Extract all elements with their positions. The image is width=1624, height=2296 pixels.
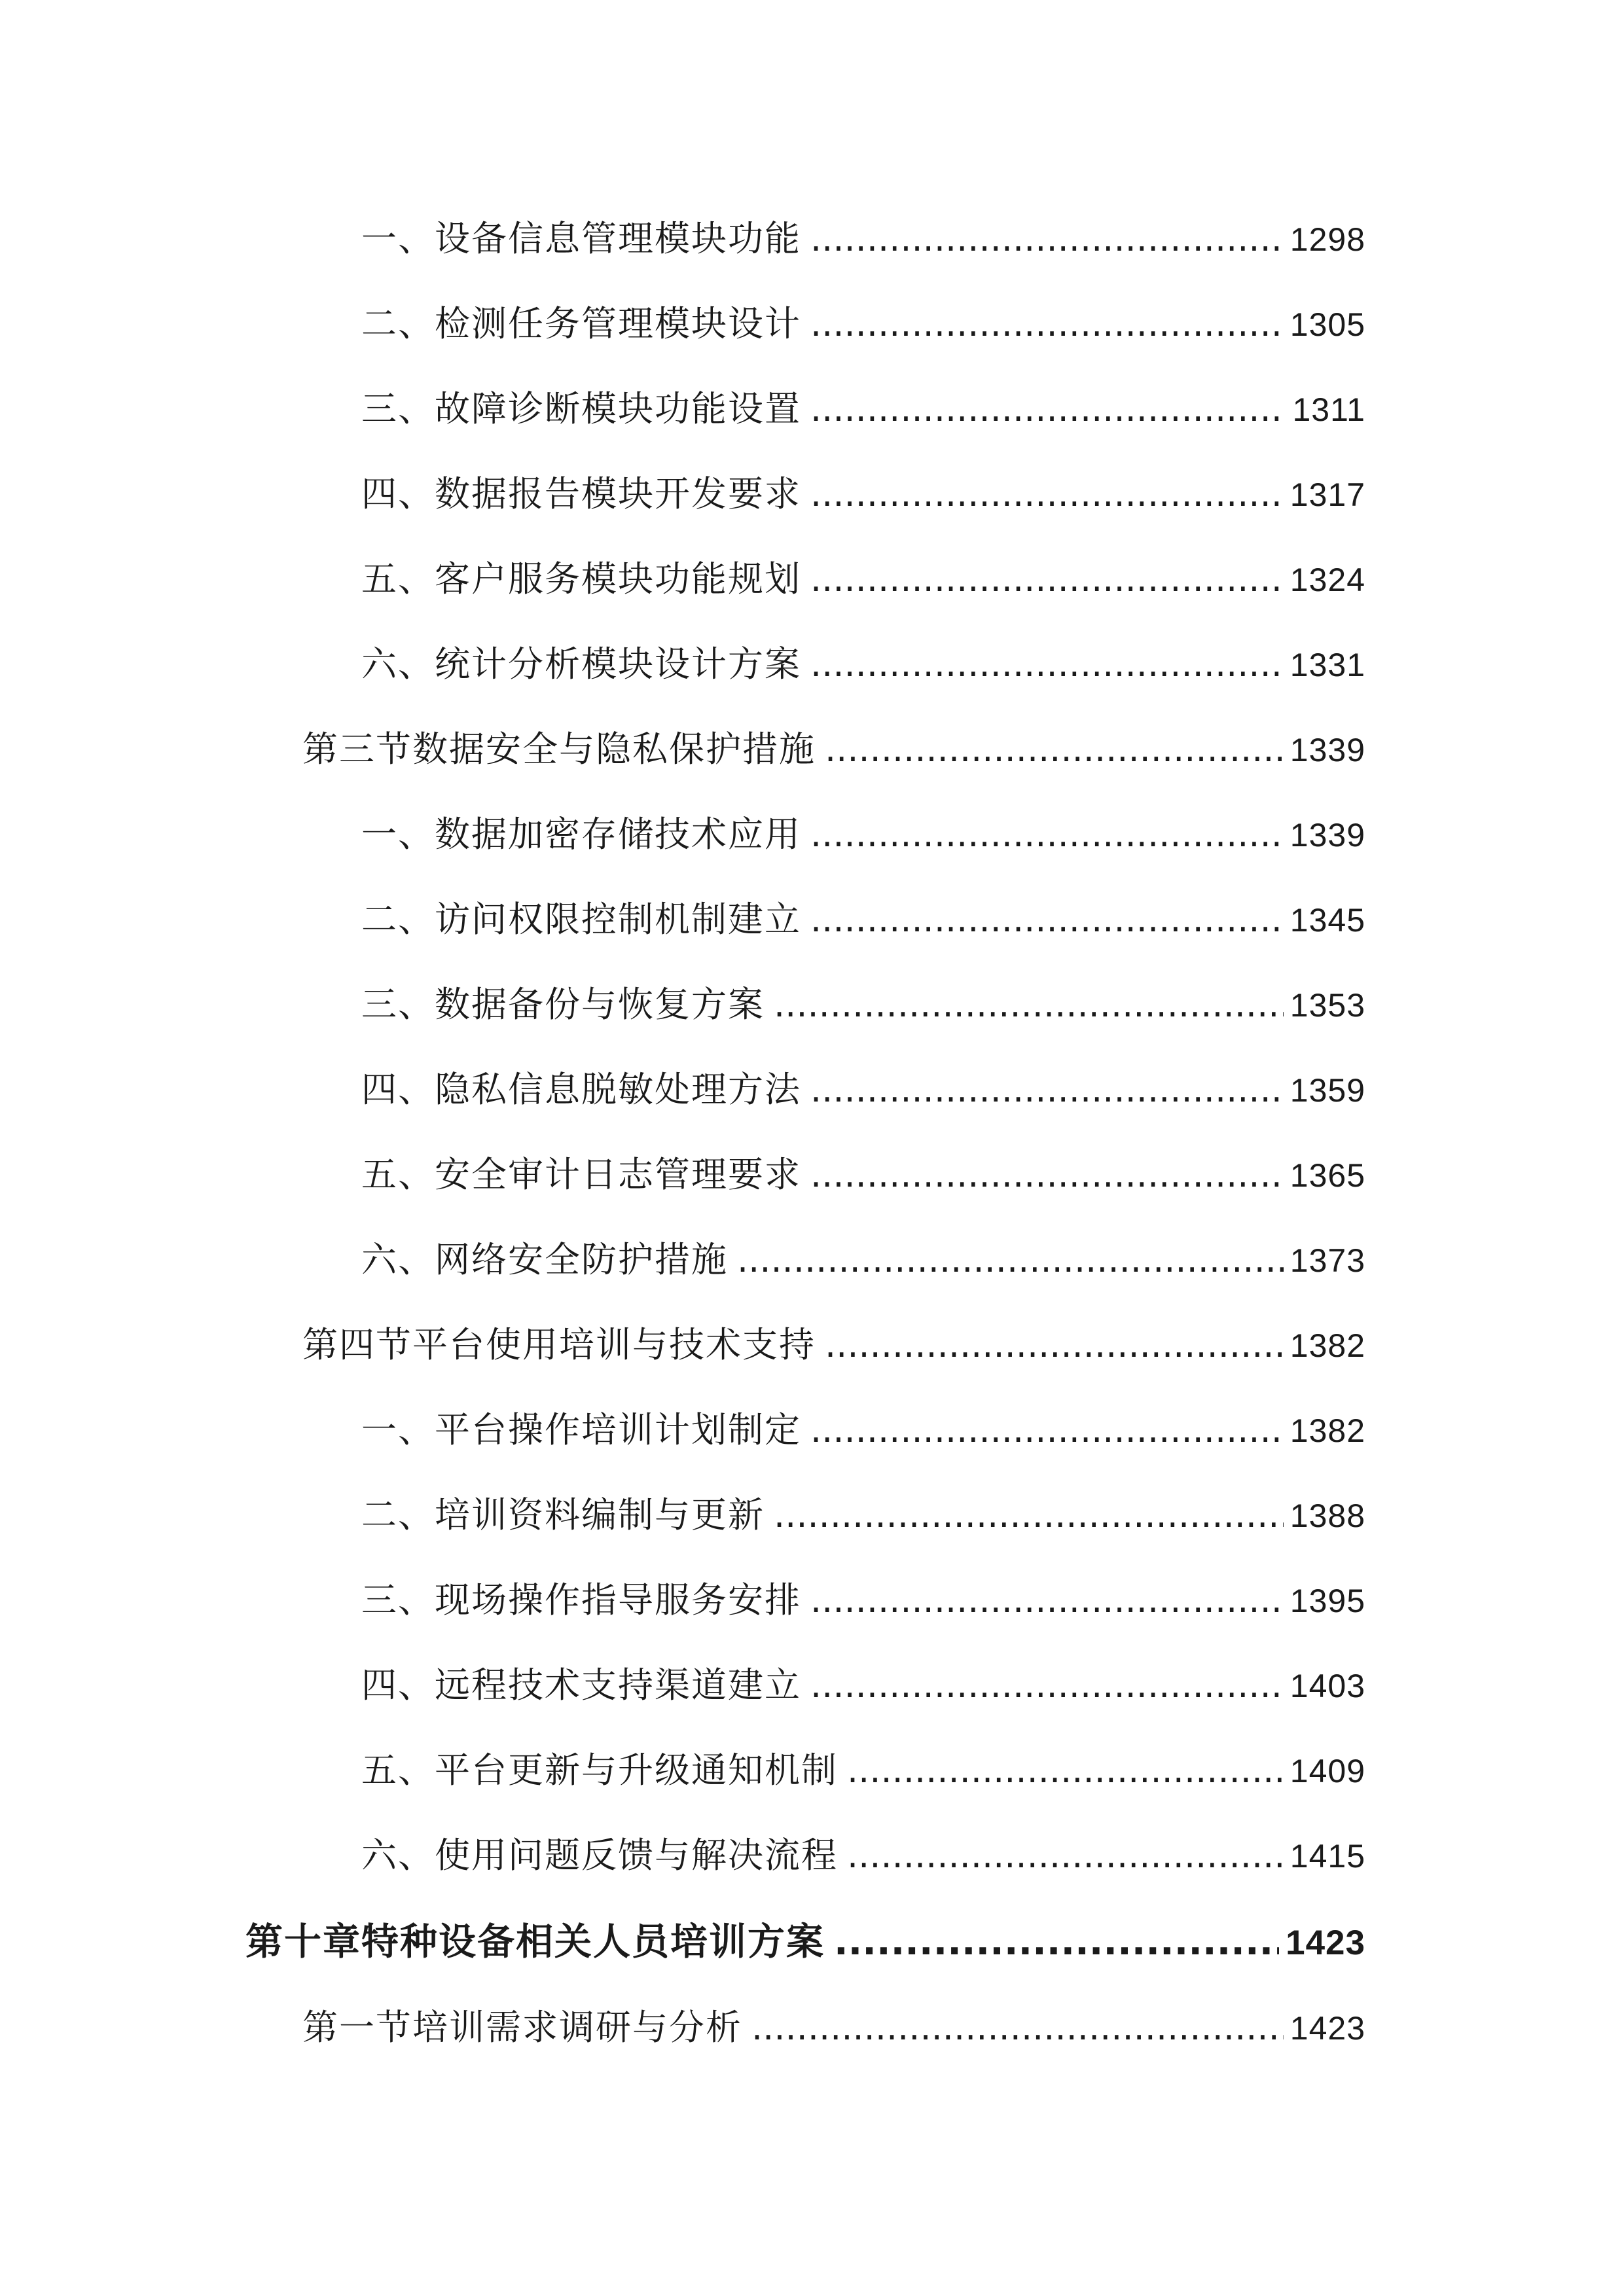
toc-entry-title: 四、远程技术支持渠道建立 [361,1664,801,1706]
toc-dot-leader [810,213,1284,265]
toc-page-number: 1423 [1290,2010,1365,2047]
toc-dot-leader [810,808,1284,861]
toc-dot-leader [737,1234,1284,1286]
toc-entry-title: 一、平台操作培训计划制定 [361,1409,801,1450]
toc-page-number: 1409 [1290,1753,1365,1789]
toc-entry-title: 五、平台更新与升级通知机制 [361,1749,838,1791]
toc-dot-leader [810,383,1286,435]
toc-dot-leader [810,638,1284,691]
toc-page-number: 1298 [1290,221,1365,258]
toc-page-number: 1423 [1286,1924,1365,1962]
toc-entry[interactable] [361,383,1365,435]
toc-page-number: 1345 [1290,902,1365,939]
toc-page-number: 1317 [1290,476,1365,513]
toc-page-number: 1339 [1290,732,1365,768]
toc-dot-leader [834,1916,1279,1968]
toc-page-number: 1382 [1290,1327,1365,1364]
toc-entry[interactable] [361,213,1365,265]
toc-entry-title: 第一节培训需求调研与分析 [302,2007,742,2048]
toc-entry-title: 五、安全审计日志管理要求 [361,1154,801,1195]
toc-page-number: 1388 [1290,1498,1365,1534]
toc-dot-leader [825,723,1284,776]
toc-dot-leader [810,1149,1284,1201]
toc-entry[interactable] [361,1659,1365,1712]
toc-page-number: 1311 [1292,391,1365,428]
toc-section-entry[interactable] [302,2001,1365,2054]
toc-entry[interactable] [361,1574,1365,1626]
toc-dot-leader [810,298,1284,350]
toc-dot-leader [810,553,1284,605]
toc-dot-leader [810,468,1284,520]
toc-dot-leader [810,893,1284,946]
toc-entry-title: 二、访问权限控制机制建立 [361,899,801,940]
toc-entry[interactable] [361,1149,1365,1201]
toc-dot-leader [825,1319,1284,1371]
toc-chapter-entry[interactable] [245,1916,1365,1968]
toc-dot-leader [810,1659,1284,1712]
toc-entry[interactable] [361,808,1365,861]
toc-page-number: 1395 [1290,1583,1365,1619]
toc-section-entry[interactable] [302,723,1365,776]
toc-entry[interactable] [361,1744,1365,1797]
toc-page-number: 1339 [1290,817,1365,853]
toc-entry-title: 二、检测任务管理模块设计 [361,303,801,344]
toc-dot-leader [774,978,1284,1031]
toc-dot-leader [810,1404,1284,1456]
toc-dot-leader [847,1829,1284,1882]
toc-entry[interactable] [361,553,1365,605]
toc-page-number: 1353 [1290,987,1365,1024]
toc-entry-title: 六、统计分析模块设计方案 [361,643,801,685]
toc-entry[interactable] [361,1234,1365,1286]
toc-entry[interactable] [361,893,1365,946]
toc-page-number: 1403 [1290,1668,1365,1704]
toc-page-number: 1373 [1290,1242,1365,1279]
toc-page-number: 1359 [1290,1072,1365,1109]
toc-entry[interactable] [361,638,1365,691]
toc-entry[interactable] [361,1064,1365,1116]
toc-entry-title: 二、培训资料编制与更新 [361,1494,765,1535]
toc-page-number: 1324 [1290,562,1365,598]
toc-entry[interactable] [361,978,1365,1031]
toc-entry-title: 第十章特种设备相关人员培训方案 [245,1920,825,1964]
toc-entry[interactable] [361,468,1365,520]
toc-entry[interactable] [361,1404,1365,1456]
toc-dot-leader [751,2001,1284,2054]
toc-entry-title: 三、现场操作指导服务安排 [361,1579,801,1621]
toc-page-number: 1382 [1290,1412,1365,1449]
toc-page-number: 1415 [1290,1838,1365,1874]
toc-dot-leader [810,1064,1284,1116]
toc-entry-title: 第四节平台使用培训与技术支持 [302,1324,816,1365]
toc-entry-title: 三、数据备份与恢复方案 [361,984,765,1025]
toc-dot-leader [810,1574,1284,1626]
toc-entry[interactable] [361,298,1365,350]
toc-entry-title: 三、故障诊断模块功能设置 [361,388,801,429]
toc-entry-title: 一、设备信息管理模块功能 [361,218,801,259]
toc-entry-title: 四、数据报告模块开发要求 [361,473,801,514]
toc-dot-leader [774,1489,1284,1541]
toc-page-number: 1305 [1290,306,1365,343]
toc-section-entry[interactable] [302,1319,1365,1371]
toc-entry-title: 一、数据加密存储技术应用 [361,814,801,855]
toc-entry-title: 第三节数据安全与隐私保护措施 [302,728,816,770]
toc-page-number: 1365 [1290,1157,1365,1194]
toc-page-number: 1331 [1290,647,1365,683]
toc-entry-title: 六、网络安全防护措施 [361,1239,728,1280]
toc-entry-title: 六、使用问题反馈与解决流程 [361,1835,838,1876]
toc-entry-title: 五、客户服务模块功能规划 [361,558,801,600]
toc-entry[interactable] [361,1829,1365,1882]
toc-entry[interactable] [361,1489,1365,1541]
toc-dot-leader [847,1744,1284,1797]
toc-entry-title: 四、隐私信息脱敏处理方法 [361,1069,801,1110]
